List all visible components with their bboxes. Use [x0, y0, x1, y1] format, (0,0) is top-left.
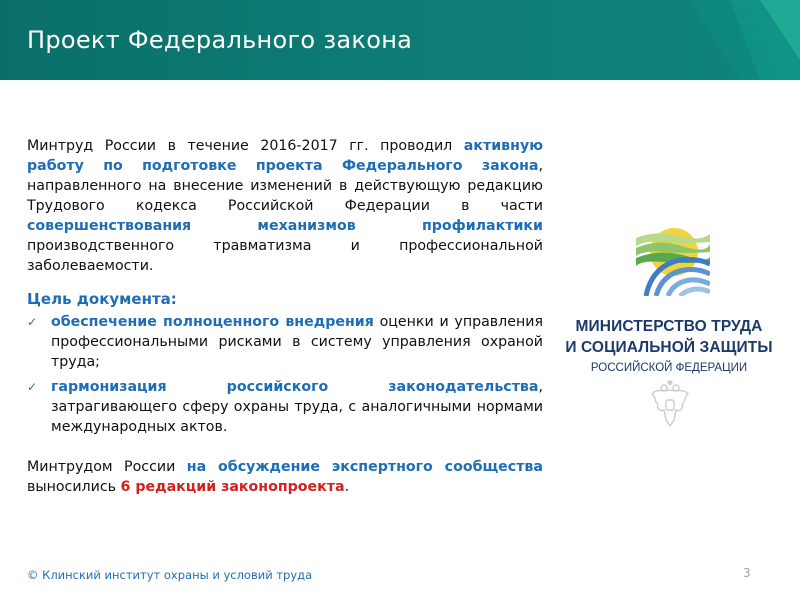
main-content	[27, 136, 543, 497]
ministry-name	[554, 316, 784, 374]
header-bar	[0, 0, 800, 80]
checkmark-icon: ✓	[27, 315, 38, 329]
closing-paragraph: Минтрудом России на обсуждение экспертного сообщества выносились 6 редакций законопроекта.	[27, 459, 543, 495]
page-number: 3	[743, 566, 751, 580]
goal-heading: Цель документа:	[27, 290, 177, 308]
ministry-name-line: И СОЦИАЛЬНОЙ ЗАЩИТЫ	[565, 339, 773, 356]
footer-copyright: © Клинский институт охраны и условий труда	[27, 568, 313, 582]
intro-paragraph: Минтруд России в течение 2016-2017 гг. проводил активную работу по подготовке проекта Федерального закона, направленного на внесение изменений в действующую редакцию Трудового кодекса Российской Федерации в части совершенствования механизмов профилактики производственного травматизма и профессиональной заболеваемости.	[27, 138, 543, 274]
ministry-name-line: МИНИСТЕРСТВО ТРУДА	[575, 318, 763, 335]
list-item: ✓ гармонизация российского законодательства, затрагивающего сферу охраны труда, с аналогичными нормами международных актов.	[27, 379, 543, 435]
eagle-emblem-icon	[650, 380, 690, 430]
ministry-logo-icon	[636, 216, 710, 296]
checkmark-icon: ✓	[27, 380, 38, 394]
page-title: Проект Федерального закона	[27, 26, 413, 54]
ministry-country: РОССИЙСКОЙ ФЕДЕРАЦИИ	[590, 362, 748, 374]
goal-list	[27, 312, 543, 437]
list-item: ✓ обеспечение полноценного внедрения оценки и управления профессиональными рисками в систему управления охраной труда;	[27, 314, 543, 370]
